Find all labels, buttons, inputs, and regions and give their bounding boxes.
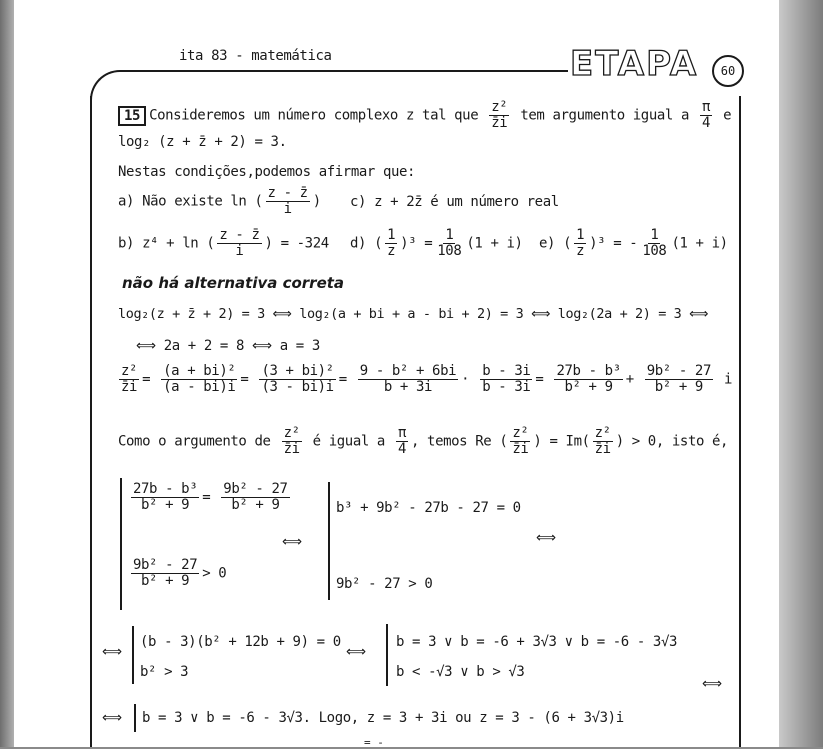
fraction — [489, 100, 509, 131]
question-text: tem argumento igual a — [520, 107, 689, 124]
question-line-3: Nestas condições,podemos afirmar que: — [118, 164, 416, 180]
answer-heading: não há alternativa correta — [122, 274, 345, 292]
fraction — [259, 364, 335, 395]
question-line-1 — [118, 100, 731, 131]
option-b — [118, 228, 329, 259]
frac-num: 27b - b³ — [133, 481, 198, 497]
frac-den: i — [283, 201, 292, 217]
option-d — [350, 228, 523, 259]
iff-symbol: ⟺ — [102, 710, 122, 726]
question-line-2: log₂ (z + z̄ + 2) = 3. — [118, 134, 287, 150]
frac-num: z² — [121, 363, 138, 379]
iff-symbol: ⟺ — [282, 534, 302, 550]
system-4-eq2: b < -√3 ∨ b > √3 — [396, 664, 525, 680]
option-text: a) Não existe ln ( — [118, 193, 263, 210]
frac-den: b + 3i — [383, 379, 433, 395]
fraction — [266, 186, 310, 217]
system-2-eq1: b³ + 9b² - 27b - 27 = 0 — [336, 500, 521, 516]
argument-text: ) = Im( — [533, 433, 590, 450]
imaginary-unit: i — [724, 371, 733, 388]
fraction — [593, 426, 613, 457]
etapa-logo: ETAPA — [570, 44, 699, 84]
inequality: > 0 — [202, 565, 227, 582]
header-title: ita 83 - matemática — [179, 48, 332, 64]
fraction — [282, 426, 302, 457]
fraction — [574, 228, 586, 259]
solution-line-1: log₂(z + z̄ + 2) = 3 ⟺ log₂(a + bi + a - bi + 2) = 3 ⟺ log₂(2a + 2) = 3 ⟺ — [118, 306, 709, 322]
fraction — [161, 364, 237, 395]
viewer-shadow-left — [0, 0, 14, 747]
frac-num: b - 3i — [482, 363, 531, 379]
frac-den: b - 3i — [482, 379, 531, 395]
system-brace — [120, 478, 122, 610]
option-text: ) — [312, 193, 321, 210]
option-text: )³ = — [400, 235, 433, 252]
system-4-eq1: b = 3 ∨ b = -6 + 3√3 ∨ b = -6 - 3√3 — [396, 634, 678, 650]
page-number: 60 — [712, 55, 744, 87]
frac-num: z - z̄ — [267, 185, 308, 201]
argument-text: ) > 0, isto é, — [615, 433, 729, 450]
frac-den: 4 — [702, 115, 711, 131]
frac-num: z - z̄ — [219, 227, 260, 243]
frac-num: 9b² - 27 — [646, 363, 711, 379]
frac-den: b² + 9 — [231, 497, 280, 513]
fraction — [119, 364, 139, 395]
fraction — [700, 100, 712, 131]
frac-den: z̄i — [121, 379, 138, 395]
frac-num: z² — [491, 99, 508, 115]
frame-corner — [90, 70, 128, 102]
argument-text: , temos Re ( — [411, 433, 508, 450]
frac-den: b² + 9 — [654, 379, 703, 395]
frac-den: (3 - bi)i — [261, 379, 334, 395]
final-answer: b = 3 ∨ b = -6 - 3√3. Logo, z = 3 + 3i ou z = 3 - (6 + 3√3)i — [142, 710, 624, 726]
system-brace — [134, 704, 136, 732]
frame-left-rule — [90, 96, 92, 747]
question-text: e — [723, 107, 732, 124]
argument-text: é igual a — [312, 433, 385, 450]
system-3-eq1: (b - 3)(b² + 12b + 9) = 0 — [140, 634, 341, 650]
iff-symbol: ⟺ — [102, 644, 122, 660]
frac-num: 9 - b² + 6bi — [359, 363, 457, 379]
frac-den: b² + 9 — [564, 379, 613, 395]
frac-den: z̄i — [491, 115, 508, 131]
fraction — [221, 482, 289, 513]
frac-den: 108 — [642, 243, 667, 259]
frac-den: b² + 9 — [141, 497, 190, 513]
fraction — [640, 228, 668, 259]
frac-num: 9b² - 27 — [133, 557, 198, 573]
expansion-line: $\frac{\text{z²}}{z̄i}$ = $\frac{\text{(a + bi)²}}{(a - bi)i}$ = $\frac{\text{(3 + bi)²}}{(3 - bi)i}$ = $\frac{\text{9 - b² + 6bi}}{b + 3i}$ · $\frac{b - 3i}{b - 3i}$ = $\frac{\text{27b - b³}}{\text{b² + 9}}$ + $\frac{\text{9b² - 27}}{\text{b² + 9}}$ i — [121, 363, 733, 395]
frac-den: z̄i — [512, 441, 529, 457]
frame-right-rule — [739, 96, 741, 747]
fraction — [480, 364, 532, 395]
option-c: c) z + 2z̄ é um número real — [350, 194, 559, 210]
solution-line-2: ⟺ 2a + 2 = 8 ⟺ a = 3 — [136, 338, 320, 354]
question-text: Consideremos um número complexo z tal que — [149, 107, 479, 124]
frac-num: 1 — [576, 227, 585, 243]
frac-num: (a + bi)² — [163, 363, 236, 379]
frac-num: z² — [283, 425, 300, 441]
fraction — [435, 228, 463, 259]
frac-den: 108 — [437, 243, 462, 259]
frac-num: 27b - b³ — [556, 363, 621, 379]
frac-num: z² — [594, 425, 611, 441]
frac-den: (a - bi)i — [163, 379, 236, 395]
fraction — [645, 364, 713, 395]
fraction — [385, 228, 397, 259]
system-brace — [328, 482, 330, 600]
iff-symbol: ⟺ — [346, 644, 366, 660]
fraction — [131, 482, 199, 513]
frac-den: z — [387, 243, 396, 259]
fraction — [396, 426, 408, 457]
option-text: e) ( — [539, 235, 572, 252]
question-number: 15 — [118, 106, 146, 126]
frac-num: (3 + bi)² — [261, 363, 334, 379]
frac-den: z̄i — [594, 441, 611, 457]
option-e — [539, 228, 728, 259]
option-text: )³ = - — [589, 235, 638, 252]
argument-text: Como o argumento de — [118, 433, 271, 450]
system-brace — [386, 624, 388, 686]
argument-line — [118, 426, 728, 457]
frac-den: z̄i — [283, 441, 300, 457]
iff-symbol: ⟺ — [702, 676, 722, 692]
option-text: b) z⁴ + ln ( — [118, 235, 215, 252]
fraction — [554, 364, 622, 395]
option-text: ) = -324 — [264, 235, 329, 252]
frac-num: z² — [512, 425, 529, 441]
page-number-badge — [712, 55, 744, 87]
frac-den: b² + 9 — [141, 573, 190, 589]
fraction — [510, 426, 530, 457]
frac-num: 1 — [387, 227, 396, 243]
system-brace — [132, 626, 134, 684]
fraction — [131, 558, 199, 589]
system-2-eq2: 9b² - 27 > 0 — [336, 576, 433, 592]
system-1-eq2 — [128, 558, 226, 589]
option-text: (1 + i) — [466, 235, 523, 252]
option-text: (1 + i) — [671, 235, 728, 252]
frac-den: i — [235, 243, 244, 259]
frac-num: π — [397, 425, 406, 441]
iff-symbol: ⟺ — [536, 530, 556, 546]
viewer-shadow-right — [779, 0, 823, 747]
frac-num: 9b² - 27 — [223, 481, 288, 497]
system-3-eq2: b² > 3 — [140, 664, 189, 680]
frac-num: π — [702, 99, 711, 115]
frac-den: z — [576, 243, 585, 259]
frac-den: 4 — [397, 441, 406, 457]
cut-off-text: = - — [364, 736, 384, 749]
frac-num: 1 — [650, 227, 659, 243]
fraction — [217, 228, 261, 259]
frame-top-rule — [124, 70, 568, 72]
fraction — [358, 364, 458, 395]
system-1-eq1: $\frac{\text{27b - b³}}{\text{b² + 9}}$ = $\frac{\text{9b² - 27}}{\text{b² + 9}}$ — [133, 481, 288, 513]
frac-num: 1 — [445, 227, 454, 243]
option-text: d) ( — [350, 235, 383, 252]
option-a — [118, 186, 321, 217]
document-page — [14, 0, 779, 747]
